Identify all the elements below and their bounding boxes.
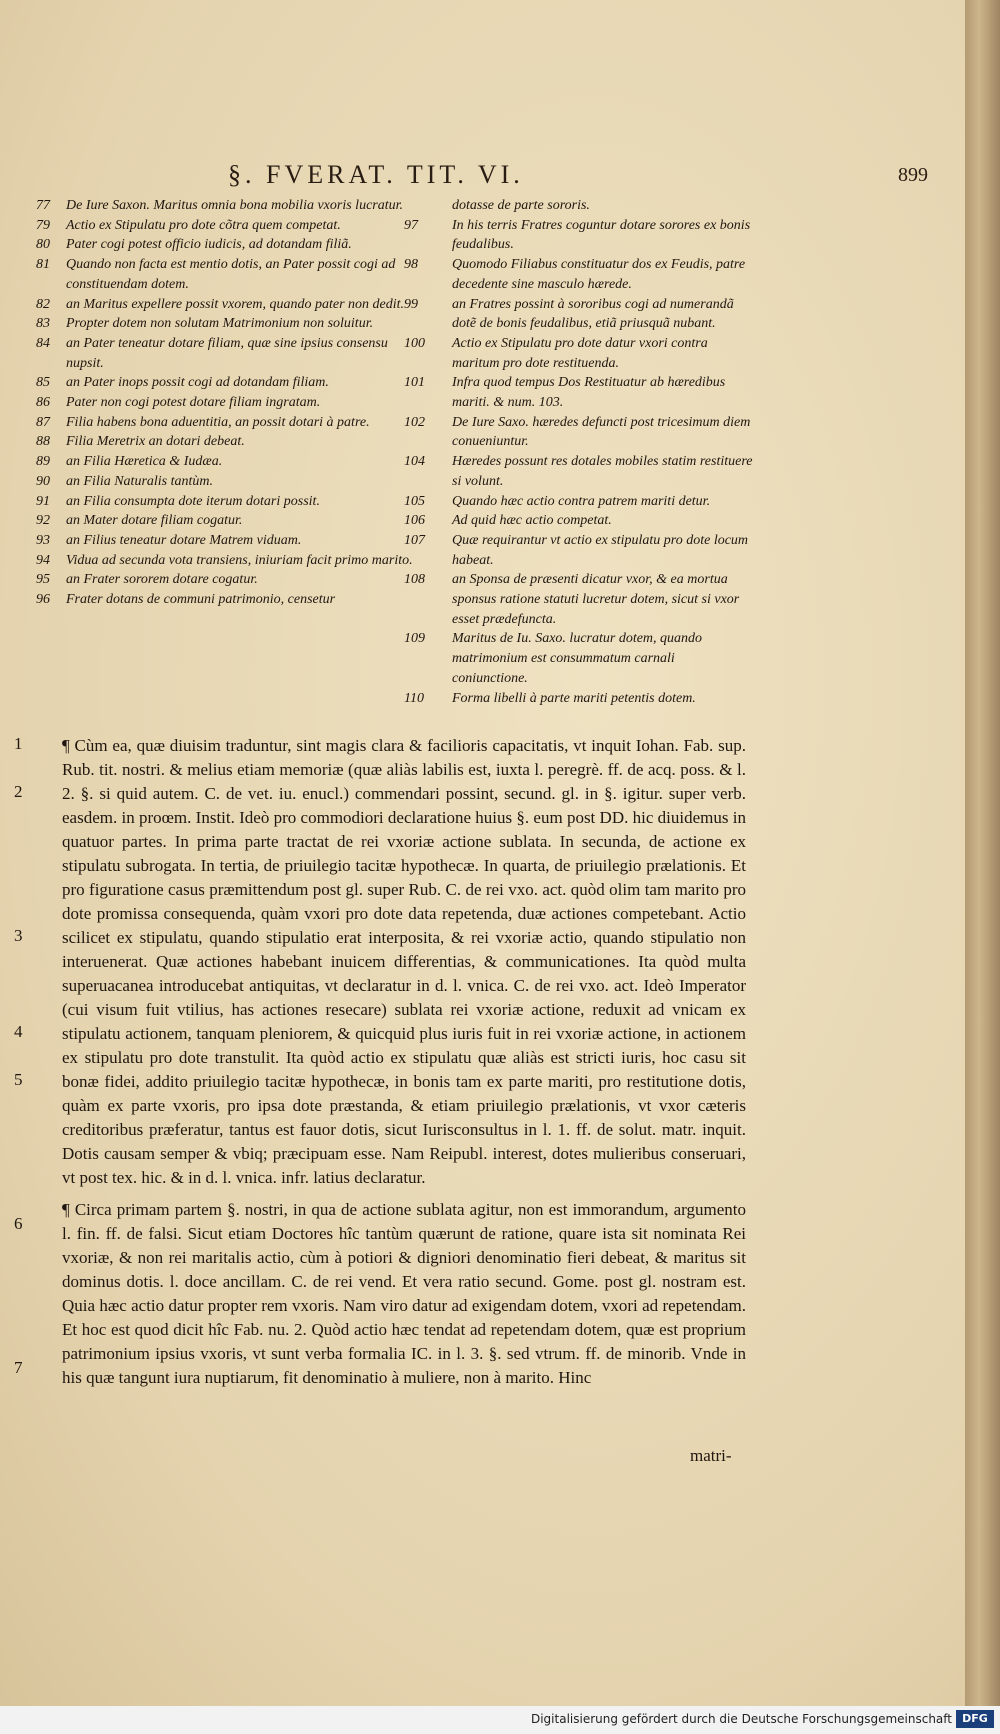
summary-entry-text: Pater non cogi potest dotare filiam ingratam.: [66, 395, 321, 411]
summary-entry-number: 100: [404, 335, 425, 351]
summary-entry: [36, 295, 426, 315]
margin-number: 2: [14, 782, 23, 801]
summary-entry-number: 106: [404, 513, 425, 529]
summary-entry-number: 90: [36, 473, 50, 489]
summary-entry-text: Vidua ad secunda vota transiens, iniuriam facit primo marito.: [66, 552, 413, 568]
summary-left-column: [36, 196, 426, 610]
summary-entry: [404, 511, 754, 531]
summary-entry-text: an Mater dotare filiam cogatur.: [66, 513, 243, 529]
summary-entry-text: dotasse de parte sororis.: [452, 198, 590, 213]
summary-entry-number: 98: [404, 257, 418, 273]
summary-entry-number: 88: [36, 434, 50, 450]
summary-entry-text: Maritus de Iu. Saxo. lucratur dotem, quando matrimonium est consummatum carnali coniunctione.: [452, 631, 703, 686]
summary-entry-text: Propter dotem non solutam Matrimonium non soluitur.: [66, 316, 374, 332]
summary-entry-number: 86: [36, 395, 50, 411]
summary-entry-number: 97: [404, 217, 418, 233]
summary-entry: [404, 629, 754, 688]
summary-entry-text: an Pater inops possit cogi ad dotandam filiam.: [66, 375, 329, 391]
summary-entry-number: 85: [36, 375, 50, 391]
summary-entry: [404, 255, 754, 294]
summary-entry-text: Hæredes possunt res dotales mobiles statim restituere si volunt.: [452, 454, 753, 489]
summary-entry-text: an Filius teneatur dotare Matrem viduam.: [66, 532, 302, 548]
summary-entry-number: 104: [404, 454, 425, 470]
summary-entry-number: 92: [36, 513, 50, 529]
margin-number: 4: [14, 1022, 23, 1041]
summary-entry-number: 87: [36, 414, 50, 430]
summary-entry-text: an Sponsa de præsenti dicatur vxor, & ea mortua sponsus ratione statuti lucretur dotem, sicut si vxor esset prædefuncta.: [452, 572, 740, 627]
summary-entry-text: an Filia Hæretica & Iudæa.: [66, 454, 223, 470]
summary-entry: [404, 334, 754, 373]
summary-entry: [36, 373, 426, 393]
summary-entry-text: Filia habens bona aduentitia, an possit dotari à patre.: [66, 414, 370, 430]
summary-entry-number: 101: [404, 375, 425, 391]
summary-entry-number: 102: [404, 414, 425, 430]
summary-entry-text: Quando non facta est mentio dotis, an Pater possit cogi ad constituendam dotem.: [66, 257, 396, 292]
summary-entry-number: 91: [36, 493, 50, 509]
summary-entry-text: an Frater sororem dotare cogatur.: [66, 572, 258, 588]
summary-entry: [36, 255, 426, 294]
summary-entry-number: 95: [36, 572, 50, 588]
summary-entry-text: Actio ex Stipulatu pro dote datur vxori contra maritum pro dote restituenda.: [452, 335, 708, 371]
summary-entry-text: Actio ex Stipulatu pro dote cõtra quem competat.: [66, 217, 341, 233]
summary-entry-text: Ad quid hæc actio competat.: [452, 513, 612, 529]
summary-entry-number: 93: [36, 532, 50, 548]
summary-entry-text: Forma libelli à parte mariti petentis dotem.: [452, 690, 696, 706]
summary-entry-text: Pater cogi potest officio iudicis, ad dotandam filiã.: [66, 237, 352, 253]
summary-entry-text: Filia Meretrix an dotari debeat.: [66, 434, 245, 450]
summary-entry: [36, 413, 426, 433]
summary-entry: [404, 373, 754, 412]
summary-entry: [36, 492, 426, 512]
summary-entry: [36, 334, 426, 373]
summary-entry-text: Quomodo Filiabus constituatur dos ex Feudis, patre decedente sine masculo hærede.: [452, 257, 746, 292]
summary-entry: [36, 314, 426, 334]
margin-number: 3: [14, 926, 23, 945]
summary-entry-number: 108: [404, 572, 425, 588]
page-edge: [965, 0, 1000, 1706]
summary-entry: [36, 551, 426, 571]
summary-entry-text: an Filia consumpta dote iterum dotari possit.: [66, 493, 320, 509]
margin-number: 6: [14, 1214, 23, 1233]
summary-entry: [36, 511, 426, 531]
summary-entry-number: 89: [36, 454, 50, 470]
summary-entry: [404, 452, 754, 491]
summary-entry-number: 77: [36, 198, 50, 213]
paragraph: ¶ Circa primam partem §. nostri, in qua de actione sublata agitur, non est immorandum, argumento l. fin. ff. de falsi. Sicut etiam Doctores hîc tantùm quærunt de ratione, quare ista sit nominata Rei vxoriæ, & non rei maritalis actio, cùm à potiori & digniori denominatio fieri debeat, & maritus sit dominus dotis. l. doce ancillam. C. de rei vend. Et vera ratio secund. Gome. post gl. nostram est. Quia hæc actio datur propter rem vxoris. Nam viro datur ad exigendam dotem, vxori ad repetendam. Et hoc est quod dicit hîc Fab. nu. 2. Quòd actio hæc tendat ad repetendam dotem, quæ est proprium patrimonium ipsius vxoris, vt sunt verba formalia IC. in l. 3. §. sed vtrum. ff. de minorib. Vnde in his quæ tangunt iura nuptiarum, fit denominatio à muliere, non à marito. Hinc: [62, 1200, 746, 1387]
summary-entry: [36, 432, 426, 452]
summary-entry: [36, 216, 426, 236]
summary-entry-number: 79: [36, 217, 50, 233]
summary-entry: [36, 235, 426, 255]
summary-entry-number: 84: [36, 335, 50, 351]
summary-entry: [404, 570, 754, 629]
summary-entry-text: an Fratres possint à sororibus cogi ad numerandã dotẽ de bonis feudalibus, etiã priusquã nubant.: [452, 296, 734, 332]
summary-entry: [36, 393, 426, 413]
summary-entry-text: De Iure Saxo. hæredes defuncti post tricesimum diem conueniuntur.: [452, 414, 751, 450]
dfg-logo: DFG: [956, 1710, 994, 1728]
summary-entry: [36, 452, 426, 472]
footer-bar: [0, 1706, 1000, 1734]
summary-entry: [404, 531, 754, 570]
margin-number: 5: [14, 1070, 23, 1089]
page-number: 899: [898, 164, 928, 186]
summary-entry-text: In his terris Fratres coguntur dotare sorores ex bonis feudalibus.: [452, 217, 751, 253]
summary-entry: [36, 570, 426, 590]
summary-entry-number: 96: [36, 592, 50, 608]
summary-entry-text: Frater dotans de communi patrimonio, censetur: [66, 592, 336, 608]
summary-entry: [36, 472, 426, 492]
catchword: matri-: [690, 1446, 732, 1465]
summary-entry-text: Quæ requirantur vt actio ex stipulatu pro dote locum habeat.: [452, 532, 749, 568]
page-header: [0, 160, 985, 196]
summary-entry-text: an Pater teneatur dotare filiam, quæ sine ipsius consensu nupsit.: [66, 335, 388, 371]
summary-entry: [404, 295, 754, 334]
summary-entry: [36, 196, 426, 216]
summary-entry-text: an Filia Naturalis tantùm.: [66, 473, 214, 489]
margin-number: 1: [14, 734, 23, 753]
summary-entry-number: 94: [36, 552, 50, 568]
summary-entry-number: 99: [404, 296, 418, 312]
summary-entry-number: 80: [36, 237, 50, 253]
margin-number: 7: [14, 1358, 23, 1377]
summary-entry-number: 107: [404, 532, 425, 548]
summary-entry: [404, 196, 754, 216]
summary-entry-number: 110: [404, 690, 424, 706]
summary-entry-number: 83: [36, 316, 50, 332]
summary-entry-text: an Maritus expellere possit vxorem, quando pater non dedit.: [66, 296, 405, 312]
body-text: [62, 734, 746, 1390]
summary-entry-number: 82: [36, 296, 50, 312]
summary-entry-number: 109: [404, 631, 425, 647]
summary-right-column: [404, 196, 754, 708]
digitization-credit: Digitalisierung gefördert durch die Deutsche Forschungsgemeinschaft: [530, 1712, 952, 1726]
summary-entry-text: Quando hæc actio contra patrem mariti detur.: [452, 493, 711, 509]
paragraph: ¶ Cùm ea, quæ diuisim traduntur, sint magis clara & facilioris capacitatis, vt inquit Iohan. Fab. sup. Rub. tit. nostri. & melius etiam memoriæ (quæ aliàs labilis est, iuxta l. peregrè. ff. de acq. poss. & l. 2. §. si quid autem. C. de vet. iu. enucl.) commendari possint, secund. gl. in §. igitur. super verb. easdem. in proœm. Instit. Ideò pro commodiori declaratione huius §. eum post DD. hic diuidemus in quatuor partes. In prima parte tractat de rei vxoriæ actione sublata. In secunda, de actione ex stipulatu subrogata. In tertia, de priuilegio tacitæ hypothecæ. In quarta, de priuilegio prælationis. Et pro figuratione casus præmittendum post gl. super Rub. C. de rei vxo. act. quòd olim tam marito pro dote promissa consequenda, quàm vxori pro dote data repetenda, duæ actiones competebant. Actio scilicet ex stipulatu, quando stipulatio erat interposita, & rei vxoriæ actio, quando stipulatio non interuenerat. Quæ actiones habebant inuicem differentias, & communicationes. Ita quòd multa superuacanea introducebat antiquitas, vt declaratur in d. l. vnica. C. de rei vxo. act. Ideò Imperator (cui visum fuit vtilius, has actiones resecare) sublata rei vxoriæ actione, reduxit ad vnicam ex stipulatu actionem, tanquam pleniorem, & quicquid plus iuris fuit in rei vxoriæ actione, in actionem ex stipulatu pro dote transtulit. Ita quòd actio ex stipulatu quæ aliàs est stricti iuris, hoc casu sit bonæ fidei, addito priuilegio tacitæ hypothecæ, in bonis tam ex parte mariti, pro restitutione dotis, quàm ex parte vxoris, pro ipsa dote præstanda, & etiam priuilegio prælationis, vt vxor cæteris creditoribus præferatur, tantus est fauor dotis, sicut Iurisconsultus in l. 1. ff. de solut. matr. inquit. Dotis causam semper & vbiq; præcipuam esse. Nam Reipubl. interest, dotes mulieribus conseruari, vt post tex. hic. & in d. l. vnica. infr. latius declaratur.: [62, 736, 746, 1187]
summary-entry: [404, 689, 754, 709]
summary-entry: [36, 531, 426, 551]
summary-entry-number: 105: [404, 493, 425, 509]
summary-entry: [404, 492, 754, 512]
summary-entry-text: Infra quod tempus Dos Restituatur ab hæredibus mariti. & num. 103.: [452, 375, 726, 411]
summary-entry: [404, 216, 754, 255]
summary-entry: [36, 590, 426, 610]
summary-entry-number: 81: [36, 257, 50, 273]
running-head: §. FVERAT. TIT. VI.: [228, 160, 524, 189]
summary-entry: [404, 413, 754, 452]
summary-entry-text: De Iure Saxon. Maritus omnia bona mobilia vxoris lucratur.: [66, 198, 404, 213]
